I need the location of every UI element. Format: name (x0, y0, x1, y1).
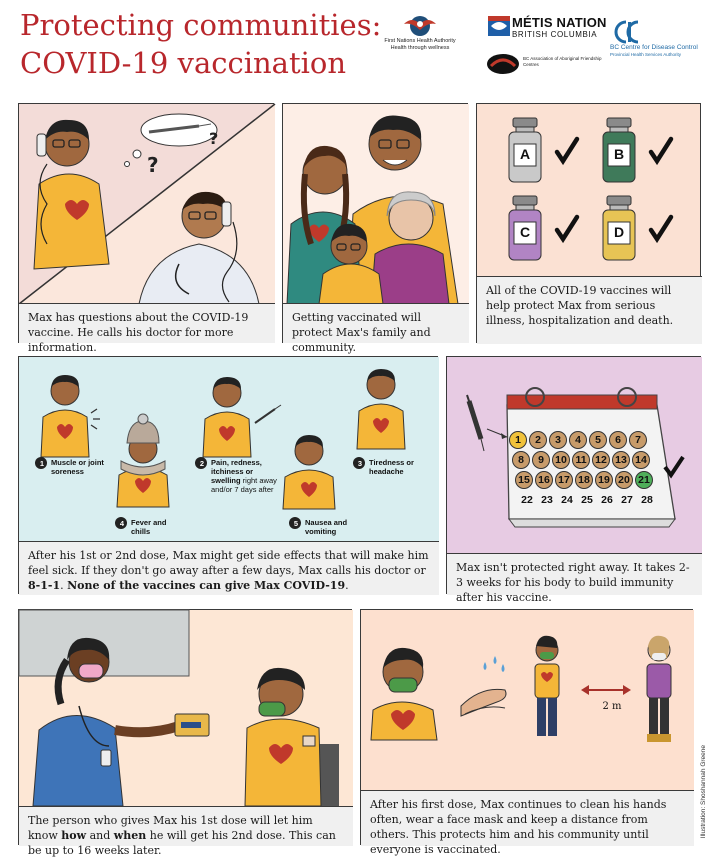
vaccine-vial-c (507, 196, 587, 266)
svg-text:?: ? (147, 153, 159, 177)
p6-caption-bold1: how (61, 829, 87, 842)
vaccine-vial-a (507, 118, 587, 188)
effect-2-label (211, 458, 281, 494)
metis-sub: BRITISH COLUMBIA (512, 30, 598, 39)
effect-2-rest: right away and/or 7 days after (211, 476, 277, 494)
bcaafc-name: BC Association of Aboriginal Friendship Centres (523, 56, 602, 67)
effect-4-bold: Fever and chills (131, 518, 167, 536)
panel-prevention (360, 609, 693, 856)
bccdc-logo-icon (612, 20, 646, 44)
calendar-day: 19 (595, 471, 613, 489)
effect-3-label (369, 458, 429, 476)
calendar-day: 6 (609, 431, 627, 449)
check-icon (651, 139, 671, 161)
prevention-illustration (361, 610, 694, 790)
effect-5-label (305, 518, 365, 536)
panel-5-caption: Max isn't protected right away. It takes 2-3 weeks for his body to build immunity after his vaccine. (447, 553, 702, 595)
calendar-day: 15 (515, 471, 533, 489)
calendar-day: 9 (532, 451, 550, 469)
calendar-day: 27 (621, 494, 633, 506)
p4-caption-bold1: 8-1-1 (28, 579, 61, 592)
calendar-day: 2 (529, 431, 547, 449)
effect-4-label (131, 518, 181, 536)
fnha-name: First Nations Health Authority (384, 38, 456, 44)
panel-6-caption (19, 806, 353, 857)
calendar-day: 5 (589, 431, 607, 449)
panel-family (282, 103, 468, 354)
calendar-day: 16 (535, 471, 553, 489)
vaccine-vial-d (601, 196, 681, 266)
calendar-day: 17 (555, 471, 573, 489)
effect-2-number: 2 (199, 459, 205, 468)
p4-caption-part3: . (345, 579, 349, 592)
p6-caption-bold2: when (113, 829, 147, 842)
effect-5-number: 5 (293, 519, 299, 528)
calendar-day: 10 (552, 451, 570, 469)
svg-text:?: ? (209, 129, 219, 148)
p6-caption-part2: and (86, 829, 114, 842)
max-and-doctor-phone-illustration (19, 104, 275, 304)
panel-vaccines (476, 103, 701, 343)
effect-4-number: 4 (119, 519, 125, 528)
vaccinator-illustration (19, 610, 353, 806)
bccdc-logo (610, 44, 710, 58)
effect-1-bold: Muscle or joint soreness (51, 458, 104, 476)
calendar-day: 20 (615, 471, 633, 489)
calendar-day: 21 (635, 471, 653, 489)
p4-caption-part1: After his 1st or 2nd dose, Max might get side effects that will make him feel sick. If they don't go away after a few days, Max calls his doctor or (28, 549, 429, 577)
partner-logos (360, 12, 710, 92)
metis-flag-icon (488, 16, 510, 36)
vaccine-vial-b (601, 118, 681, 188)
illustration-credit: Illustration: Shoshannah Greene (700, 745, 707, 839)
calendar-day: 3 (549, 431, 567, 449)
calendar-day: 26 (601, 494, 613, 506)
effect-5-bold: Nausea and vomiting (305, 518, 348, 536)
check-icon (557, 217, 577, 239)
title-line-2: COVID-19 vaccination (20, 46, 347, 80)
calendar-day: 4 (569, 431, 587, 449)
effect-1-label (51, 458, 111, 476)
effect-3-bold: Tiredness or headache (369, 458, 414, 476)
side-effects-illustration (19, 357, 439, 541)
vial-grid (477, 104, 702, 276)
effect-2-bold: Pain, redness, itchiness or swelling (211, 458, 262, 485)
calendar-day: 24 (561, 494, 573, 506)
panel-3-caption: All of the COVID-19 vaccines will help protect Max from serious illness, hospitalization and death. (477, 276, 702, 344)
calendar-day: 18 (575, 471, 593, 489)
calendar-day: 23 (541, 494, 553, 506)
panel-max-calls-doctor (18, 103, 274, 354)
panel-side-effects (18, 356, 438, 594)
p4-caption-part2: . (60, 579, 68, 592)
p6-caption-part1: The person who gives Max his 1st dose will let him know (28, 814, 313, 842)
calendar-day: 28 (641, 494, 653, 506)
bccdc-sub: Provincial Health Services Authority (610, 52, 682, 57)
calendar-day: 11 (572, 451, 590, 469)
check-icon (651, 217, 671, 239)
calendar-day: 7 (629, 431, 647, 449)
vial-label: C (519, 224, 531, 240)
panel-second-dose (18, 609, 352, 857)
calendar-day: 13 (612, 451, 630, 469)
panel-2-caption: Getting vaccinated will protect Max's family and community. (283, 303, 469, 343)
vial-label: D (613, 224, 625, 240)
effect-1-number: 1 (39, 459, 45, 468)
calendar-day: 8 (512, 451, 530, 469)
panel-7-caption: After his first dose, Max continues to clean his hands often, wear a face mask and keep a distance from others. This protects him and his community until everyone is vaccinated. (361, 790, 694, 846)
calendar-day: 14 (632, 451, 650, 469)
check-icon (557, 139, 577, 161)
calendar-day-grid (447, 357, 702, 553)
distance-label: 2 m (602, 701, 622, 712)
vial-label: B (613, 146, 625, 162)
panel-calendar (446, 356, 701, 604)
effect-3-number: 3 (357, 459, 363, 468)
metis-logo (512, 16, 612, 40)
calendar-day: 1 (509, 431, 527, 449)
metis-name: MÉTIS NATION (512, 15, 607, 30)
vial-label: A (519, 146, 531, 162)
title-line-1: Protecting communities: (20, 8, 382, 42)
calendar-day: 25 (581, 494, 593, 506)
bccdc-name: BC Centre for Disease Control (610, 44, 698, 51)
fnha-eagle-icon (400, 12, 440, 40)
bcaafc-logo-icon (486, 52, 520, 76)
panel-4-caption (19, 541, 439, 595)
fnha-logo (370, 38, 470, 52)
calendar-day: 12 (592, 451, 610, 469)
fnha-tagline: Health through wellness (390, 45, 450, 51)
page-title (20, 6, 381, 82)
calendar-day: 22 (521, 494, 533, 506)
p4-caption-bold2: None of the vaccines can give Max COVID-19 (67, 579, 346, 592)
p6-caption-part3: he will get his 2nd dose. This can be up to 16 weeks later. (28, 829, 336, 857)
family-illustration (283, 104, 469, 304)
panel-1-caption: Max has questions about the COVID-19 vaccine. He calls his doctor for more information. (19, 303, 275, 343)
